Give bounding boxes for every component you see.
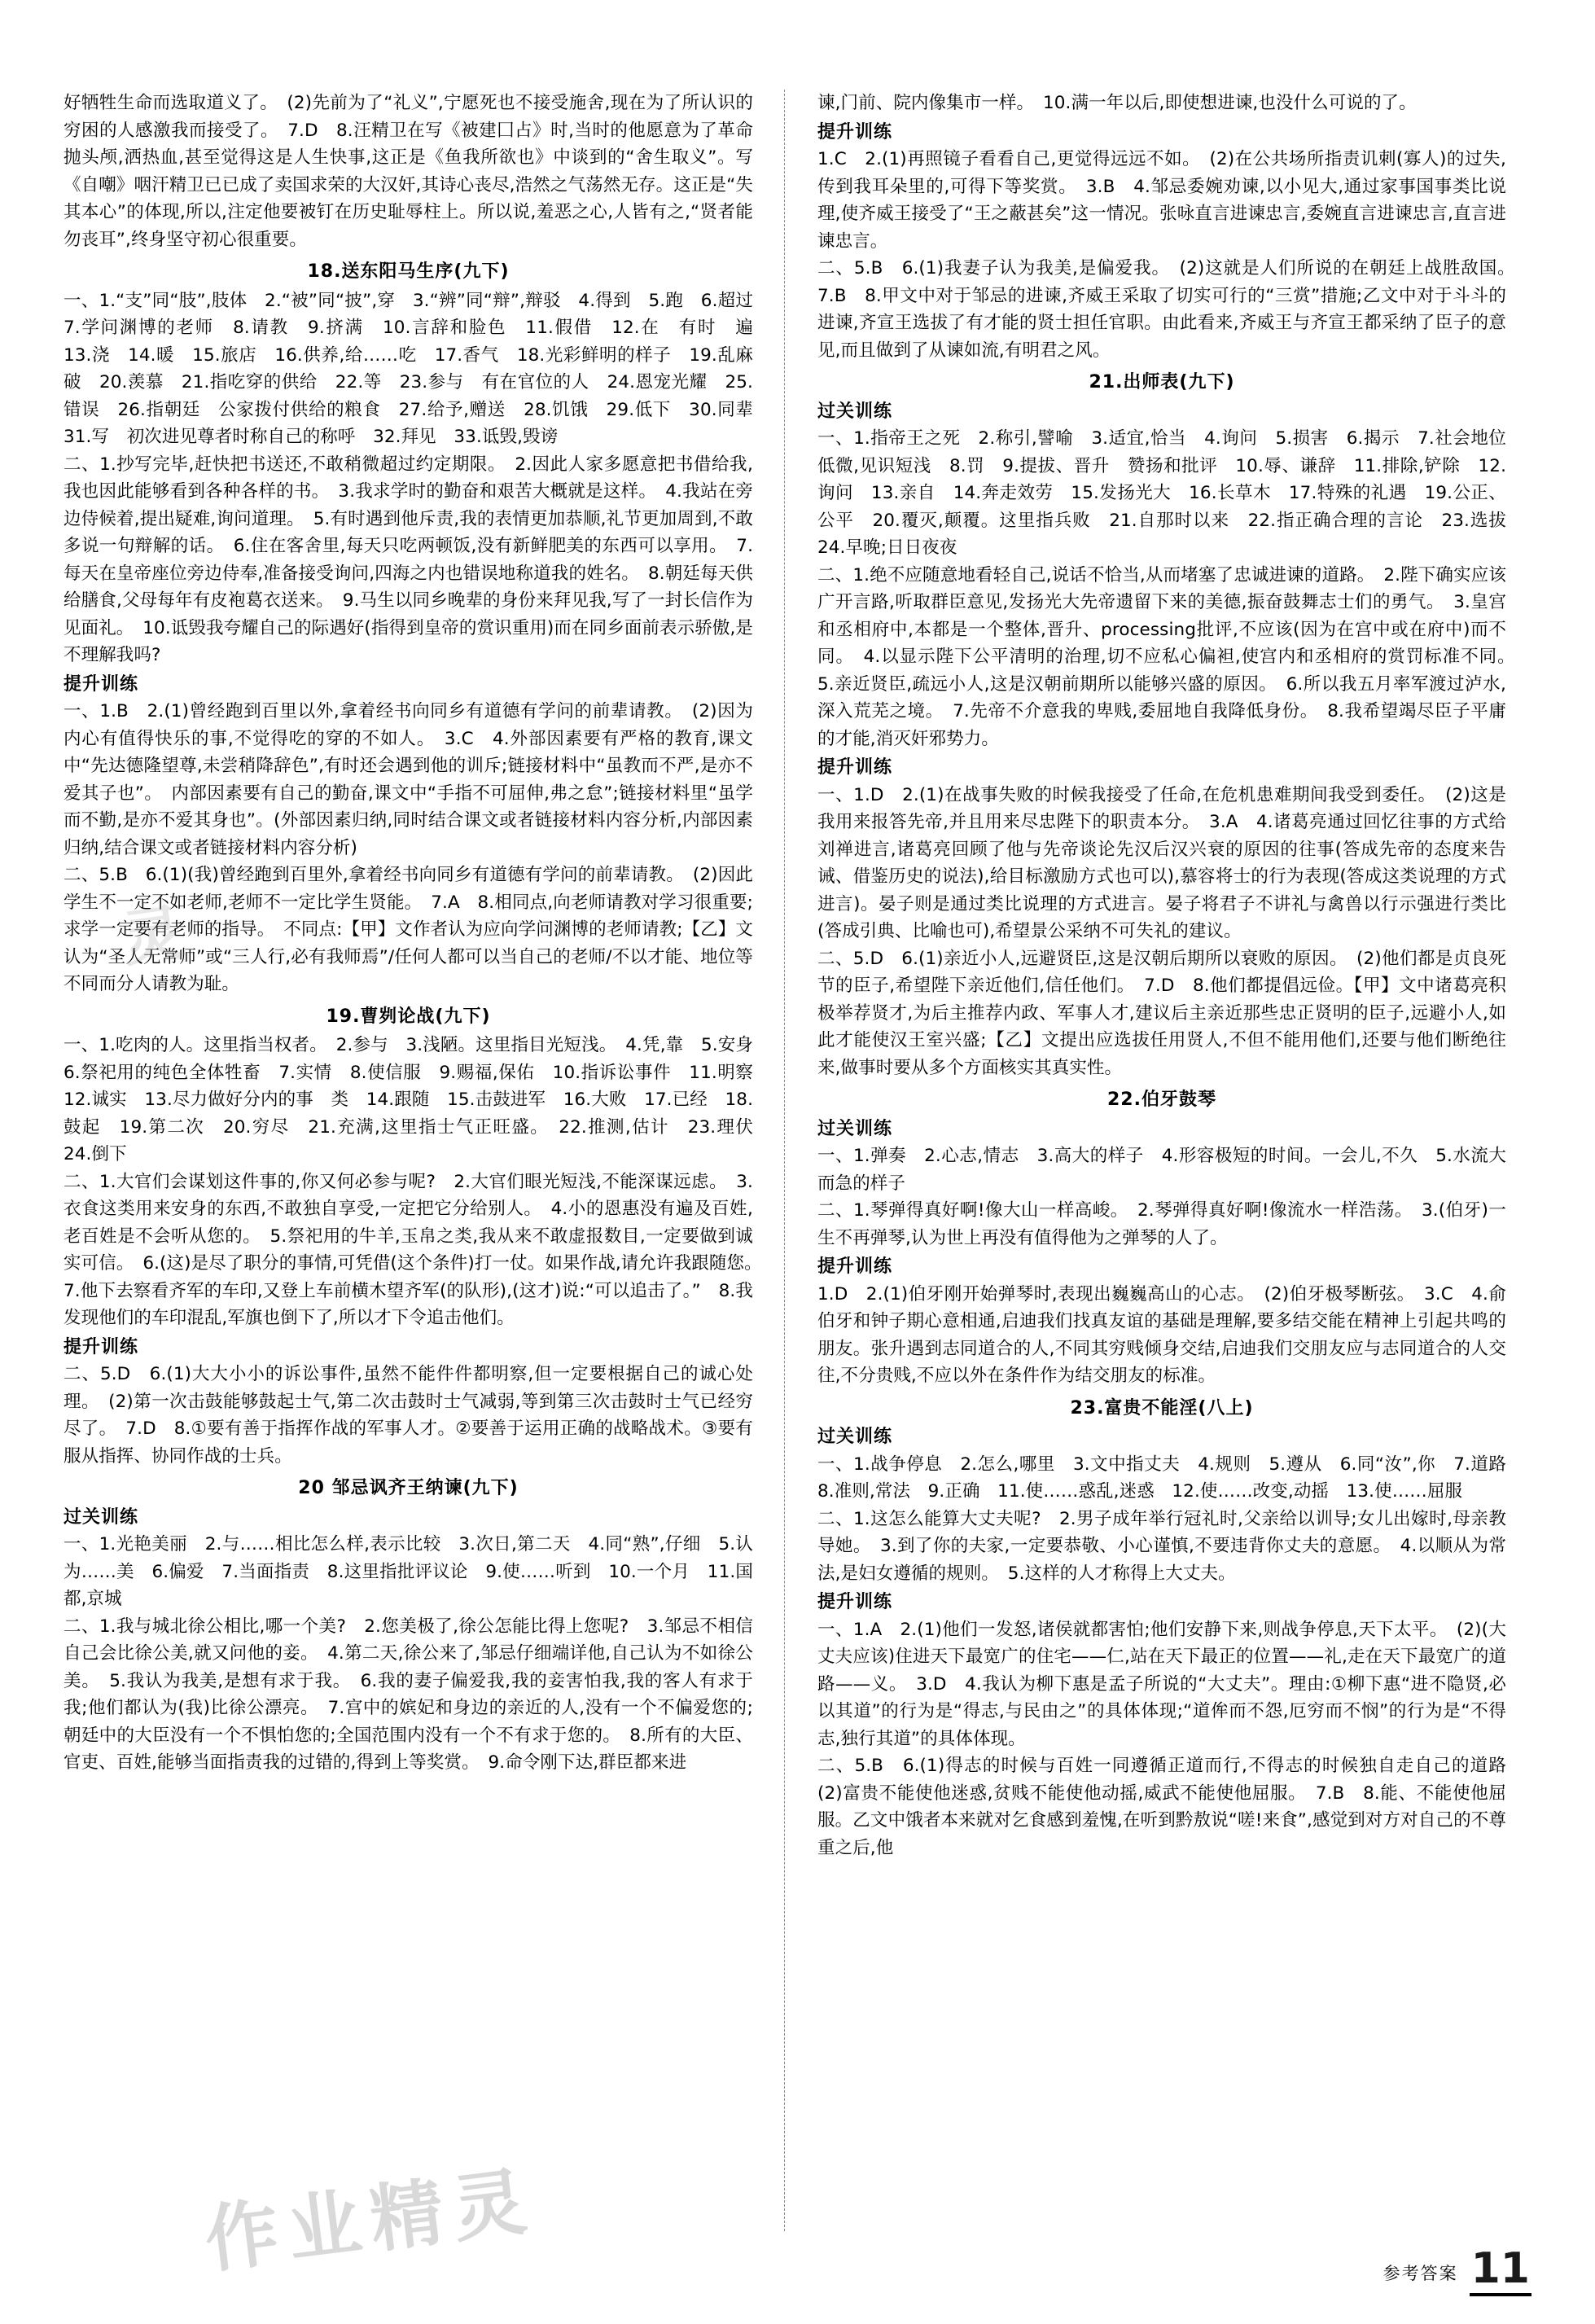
subsection-heading: 提升训练 (64, 1336, 139, 1357)
paragraph: 二、1.绝不应随意地看轻自己,说话不恰当,从而堵塞了忠诚进谏的道路。 2.陛下确实应该广开言路,听取群臣意见,发扬光大先帝遗留下来的美德,振奋鼓舞志士们的勇气。 3.皇宫和丞相府中,本都是一个整体,晋升、processing批评,不应该(因为在宫中或在府中)而不同。 4.以显示陛下公平清明的治理,切不应私心偏袒,使宫内和丞相府的赏罚标准不同。 5.亲近贤臣,疏远小人,这是汉朝前期所以能够兴盛的原因。 6.所以我五月率军渡过泸水,深入荒芜之境。 7.先帝不介意我的卑贱,委屈地自我降低身份。 8.我希望竭尽臣子平庸的才能,消灭奸邪势力。 (817, 564, 1524, 749)
paragraph: 一、1.指帝王之死 2.称引,譬喻 3.适宜,恰当 4.询问 5.损害 6.揭示 7.社会地位低微,见识短浅 8.罚 9.提拔、晋升 赞扬和批评 10.辱、谦辞 11.排除,铲除 12.询问 13.亲自 14.奔走效劳 15.发扬光大 16.长草木 17.特殊的礼遇 19.公正、公平 20.覆灭,颠覆。这里指兵败 21.自那时以来 22.指正确合理的言论 23.选拔 24.早晚;日日夜夜 (817, 428, 1524, 558)
section-title: 21.出师表(九下) (1089, 372, 1235, 392)
right-column (785, 90, 1524, 2231)
section-title: 22.伯牙鼓琴 (1107, 1090, 1216, 1110)
paragraph: 1.D 2.(1)伯牙刚开始弹琴时,表现出巍巍高山的心志。 (2)伯牙极琴断弦。 3.C 4.俞伯牙和钟子期心意相通,启迪我们找真友谊的基础是理解,要多结交能在精神上引起共鸣的朋友。张升遇到志同道合的人,不同其穷贱倾身交结,启迪我们交朋友应与志同道合的人交往,不分贵贱,不应以外在条件作为结交朋友的标准。 (817, 1283, 1506, 1386)
paragraph: 二、1.琴弹得真好啊!像大山一样高峻。 2.琴弹得真好啊!像流水一样浩荡。 3.(伯牙)一生不再弹琴,认为世上再没有值得他为之弹琴的人了。 (817, 1200, 1506, 1248)
paragraph: 谏,门前、院内像集市一样。 10.满一年以后,即使想进谏,也没什么可说的了。 (817, 93, 1417, 113)
section-title: 18.送东阳马生序(九下) (307, 261, 510, 282)
section-title: 19.曹刿论战(九下) (326, 1006, 491, 1027)
section-title: 23.富贵不能淫(八上) (1070, 1397, 1254, 1419)
two-column-layout (64, 90, 1531, 2231)
paragraph: 一、1.“支”同“肢”,肢体 2.“被”同“披”,穿 3.“辨”同“辩”,辩驳 4.得到 5.跑 6.超过 7.学问渊博的老师 8.请教 9.挤满 10.言辞和脸色 11.假借 12.在 有时 遍 13.浇 14.暖 15.旅店 16.供养,给……吃 17.香气 18.光彩鲜明的样子 19.乱麻 破 20.羡慕 21.指吃穿的供给 22.等 23.参与 有在官位的人 24.恩宠光耀 25.错误 26.指朝廷 公家拨付供给的粮食 27.给予,赠送 28.饥饿 29.低下 30.同辈 31.写 初次进见尊者时称自己的称呼 32.拜见 33.诋毁,毁谤 (64, 290, 771, 447)
paragraph: 二、1.大官们会谋划这件事的,你又何必参与呢? 2.大官们眼光短浅,不能深谋远虑。 3.衣食这类用来安身的东西,不敢独自享受,一定把它分给别人。 4.小的恩惠没有遍及百姓,老百姓是不会听从您的。 5.祭祀用的牛羊,玉帛之类,我从来不敢虚报数目,一定要做到诚实可信。 6.(这)是尽了职分的事情,可凭借(这个条件)打一仗。如果作战,请允许我跟随您。 7.他下去察看齐军的车印,又登上车前横木望齐军(的队形),(这才)说:“可以追击了。” 8.我发现他们的车印混乱,军旗也倒下了,所以才下令追击他们。 (64, 1171, 771, 1328)
watermark-secondary: 灵 (118, 896, 199, 976)
paragraph: 一、1.光艳美丽 2.与……相比怎么样,表示比较 3.次日,第二天 4.同“熟”,仔细 5.认为……美 6.偏爱 7.当面指责 8.这里指批评议论 9.使……听到 10.一个月 11.国都,京城 (64, 1534, 753, 1609)
subsection-heading: 提升训练 (817, 1592, 893, 1612)
paragraph: 二、1.这怎么能算大丈夫呢? 2.男子成年举行冠礼时,父亲给以训导;女儿出嫁时,母亲教导她。 3.到了你的夫家,一定要恭敬、小心谨慎,不要违背你丈夫的意愿。 4.以顺从为常法,是妇女遵循的规则。 5.这样的人才称得上大丈夫。 (817, 1508, 1506, 1584)
paragraph: 二、5.B 6.(1)我妻子认为我美,是偏爱我。 (2)这就是人们所说的在朝廷上战胜敌国。 7.B 8.甲文中对于邹忌的进谏,齐威王采取了切实可行的“三赏”措施;乙文中对于斗斗的进谏,齐宣王选拔了有才能的贤士担任官职。由此看来,齐威王与齐宣王都采纳了臣子的意见,而且做到了从谏如流,有明君之风。 (817, 258, 1524, 361)
paragraph: 1.C 2.(1)再照镜子看看自己,更觉得远远不如。 (2)在公共场所指责讥刺(寡人)的过失,传到我耳朵里的,可得下等奖赏。 3.B 4.邹忌委婉劝谏,以小见大,通过家事国事类比说理,使齐威王接受了“王之蔽甚矣”这一情况。张咏直言进谏忠言,委婉直言进谏忠言,直言进谏忠言。 (817, 149, 1506, 252)
left-column (64, 90, 785, 2231)
paragraph: 好牺牲生命而选取道义了。 (2)先前为了“礼义”,宁愿死也不接受施舍,现在为了所认识的穷困的人感激我而接受了。 7.D 8.汪精卫在写《被建囗占》时,当时的他愿意为了革命抛头颅,洒热血,甚至觉得这是人生快事,这正是《鱼我所欲也》中谈到的“舍生取义”。写《自嘲》咽汗精卫已已成了卖国求荣的大汉奸,其诗心丧尽,浩然之气荡然无存。这正是“失其本心”的体现,所以,注定他要被钉在历史耻辱柱上。所以说,羞恶之心,人皆有之,“贤者能勿丧耳”,终身坚守初心很重要。 (64, 93, 753, 250)
footer-label: 参考答案 (1382, 2264, 1458, 2283)
subsection-heading: 提升训练 (817, 757, 893, 778)
subsection-heading: 提升训练 (817, 1256, 893, 1277)
paragraph: 二、1.抄写完毕,赶快把书送还,不敢稍微超过约定期限。 2.因此人家多愿意把书借给我,我也因此能够看到各种各样的书。 3.我求学时的勤奋和艰苦大概就是这样。 4.我站在旁边侍候着,提出疑难,询问道理。 5.有时遇到他斥责,我的表情更加恭顺,礼节更加周到,不敢多说一句辩解的话。 6.住在客舍里,每天只吃两顿饭,没有新鲜肥美的东西可以享用。 7.每天在皇帝座位旁边侍奉,准备接受询问,四海之内也错误地称道我的姓名。 8.朝廷每天供给膳食,父母每年有皮袍葛衣送来。 9.马生以同乡晚辈的身份来拜见我,写了一封长信作为见面礼。 10.诋毁我夸耀自己的际遇好(指得到皇帝的赏识重用)而在同乡面前表示骄傲,是不理解我吗? (64, 454, 753, 665)
paragraph: 二、5.D 6.(1)亲近小人,远避贤臣,这是汉朝后期所以衰败的原因。 (2)他们都是贞良死节的臣子,希望陛下亲近他们,信任他们。 7.D 8.他们都提倡远俭。【甲】文中诸葛亮积极举荐贤才,为后主推荐内政、军事人才,建议后主亲近那些忠正贤明的臣子,远避小人,如此才能使汉王室兴盛;【乙】文提出应选拔任用贤人,不但不能用他们,还要与他们断绝往来,做事时要从多个方面核实其真实性。 (817, 948, 1506, 1078)
subsection-heading: 过关训练 (817, 1427, 893, 1447)
paragraph: 一、1.弹奏 2.心志,情志 3.高大的样子 4.形容极短的时间。一会儿,不久 5.水流大而急的样子 (817, 1146, 1506, 1194)
paragraph: 二、5.D 6.(1)大大小小的诉讼事件,虽然不能件件都明察,但一定要根据自己的诚心处理。 (2)第一次击鼓能够鼓起士气,第二次击鼓时士气减弱,等到第三次击鼓时士气已经穷尽了。 7.D 8.①要有善于指挥作战的军事人才。②要善于运用正确的战略战术。③要有服从指挥、协同作战的士兵。 (64, 1364, 753, 1467)
paragraph: 二、5.B 6.(1)(我)曾经跑到百里外,拿着经书向同乡有道德有学问的前辈请教。 (2)因此学生不一定不如老师,老师不一定比学生贤能。 7.A 8.相同点,向老师请教对学习很重要;求学一定要有老师的指导。 不同点:【甲】文作者认为应向学问渊博的老师请教;【乙】文认为“圣人无常师”或“三人行,必有我师焉”/任何人都可以当自己的老师/不以才能、地位等不同而分人请教为耻。 (64, 865, 753, 994)
subsection-heading: 过关训练 (64, 1506, 139, 1528)
paragraph: 一、1.吃肉的人。这里指当权者。 2.参与 3.浅陋。这里指目光短浅。 4.凭,靠 5.安身 6.祭祀用的纯色全体牲畜 7.实情 8.使信服 9.赐福,保佑 10.指诉讼事件 11.明察 12.诚实 13.尽力做好分内的事 类 14.跟随 15.击鼓进军 16.大败 17.已经 18.鼓起 19.第二次 20.穷尽 21.充满,这里指士气正旺盛。 22.推测,估计 23.理伏 24.倒下 (64, 1035, 771, 1164)
paragraph: 一、1.B 2.(1)曾经跑到百里以外,拿着经书向同乡有道德有学问的前辈请教。 (2)因为内心有值得快乐的事,不觉得吃的穿的不如人。 3.C 4.外部因素要有严格的教育,课文中“先达德隆望尊,未尝稍降辞色”,有时还会遇到他的训斥;链接材料中“虽教而不严,是亦不爱其子也”。 内部因素要有自己的勤奋,课文中“手指不可屈伸,弗之怠”;链接材料里“虽学而不勤,是亦不爱其身也”。(外部因素归纳,同时结合课文或者链接材料内容分析,内部因素归纳,结合课文或者链接材料内容分析) (64, 701, 753, 858)
paragraph: 一、1.战争停息 2.怎么,哪里 3.文中指丈夫 4.规则 5.遵从 6.同“汝”,你 7.道路 8.准则,常法 9.正确 11.使……惑乱,迷惑 12.使……改变,动摇 13.使……屈服 (817, 1454, 1524, 1502)
page-number: 11 (1470, 2247, 1531, 2296)
watermark: 作业精灵 (200, 2158, 541, 2284)
paragraph: 一、1.A 2.(1)他们一发怒,诸侯就都害怕;他们安静下来,则战争停息,天下太平。 (2)(大丈夫应该)住进天下最宽广的住宅——仁,站在天下最正的位置——礼,走在天下最宽广的道路——义。 3.D 4.我认为柳下惠是孟子所说的“大丈夫”。理由:①柳下惠“进不隐贤,必以其道”的行为是“得志,与民由之”的具体体现;“道侔而不怨,厄穷而不悯”的行为是“不得志,独行其道”的具体体现。 (817, 1619, 1506, 1749)
paragraph: 二、5.B 6.(1)得志的时候与百姓一同遵循正道而行,不得志的时候独自走自己的道路 (2)富贵不能使他迷惑,贫贱不能使他动摇,威武不能使他屈服。 7.B 8.能、不能使他屈服。乙文中饿者本来就对乞食感到羞愧,在听到黔敖说“嗟!来食”,感觉到对方对自己的不尊重之后,他 (817, 1756, 1524, 1858)
subsection-heading: 过关训练 (817, 1118, 893, 1139)
paragraph: 一、1.D 2.(1)在战事失败的时候我接受了任命,在危机患难期间我受到委任。 (2)这是我用来报答先帝,并且用来尽忠陛下的职责本分。 3.A 4.诸葛亮通过回忆往事的方式给刘禅进言,诸葛亮回顾了他与先帝谈论先汉后汉兴衰的原因的往事(答成先帝的态度来告诫、借鉴历史的说法),给目标激励方式也可以),慕容将士的行为表现(答成这类说理的方式进言)。晏子则是通过类比说理的方式进言。晏子将君子不讲礼与禽兽以行示强进行类比(答成引典、比喻也可),希望景公采纳不可失礼的建议。 (817, 784, 1506, 941)
paragraph: 二、1.我与城北徐公相比,哪一个美? 2.您美极了,徐公怎能比得上您呢? 3.邹忌不相信自己会比徐公美,就又问他的妾。 4.第二天,徐公来了,邹忌仔细端详他,自己认为不如徐公美。 5.我认为我美,是想有求于我。 6.我的妻子偏爱我,我的妾害怕我,我的客人有求于我;他们都认为(我)比徐公漂亮。 7.宫中的嫔妃和身边的亲近的人,没有一个不偏爱您的;朝廷中的大臣没有一个不惧怕您的;全国范围内没有一个不有求于您的。 8.所有的大臣、官吏、百姓,能够当面指责我的过错的,得到上等奖赏。 9.命令刚下达,群臣都来进 (64, 1616, 753, 1773)
subsection-heading: 过关训练 (817, 401, 893, 422)
page-footer (1382, 2244, 1531, 2296)
subsection-heading: 提升训练 (817, 121, 893, 143)
subsection-heading: 提升训练 (64, 673, 139, 695)
section-title: 20 邹忌讽齐王纳谏(九下) (298, 1478, 519, 1498)
